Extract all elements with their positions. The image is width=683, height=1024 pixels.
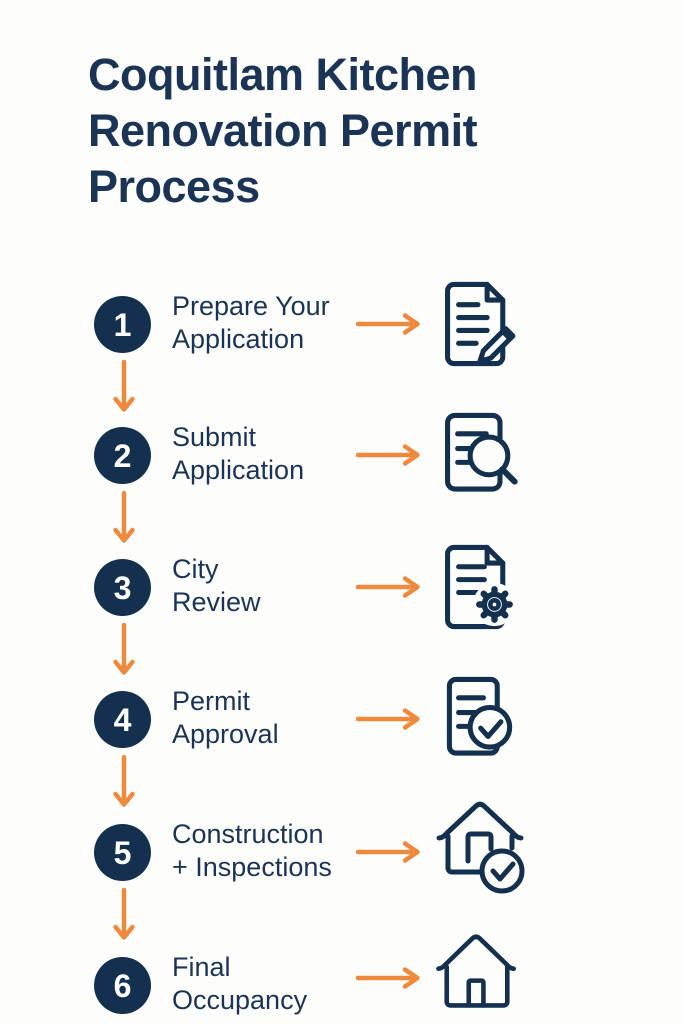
step-5-label: Construction + Inspections [172, 819, 332, 882]
step-2-number-badge [94, 427, 151, 484]
step-4-number-badge [94, 691, 151, 748]
step-5-number-badge [94, 824, 151, 881]
step-row-2 [0, 389, 683, 521]
down-arrow-icon [110, 360, 138, 422]
step-row-4 [0, 653, 683, 785]
house-icon [431, 932, 523, 1010]
down-arrow-icon [110, 491, 138, 553]
step-6-number-badge [94, 957, 151, 1014]
step-3-label: City Review [172, 554, 261, 617]
step-3-number-badge [94, 559, 151, 616]
down-arrow-icon [110, 888, 138, 950]
right-arrow-icon [356, 839, 428, 865]
right-arrow-icon [356, 965, 428, 991]
step-number: 2 [113, 437, 132, 474]
step-1-label: Prepare Your Application [172, 291, 330, 354]
right-arrow-icon [356, 442, 428, 468]
down-arrow-icon [110, 623, 138, 685]
step-row-1 [0, 258, 683, 390]
step-row-5 [0, 786, 683, 918]
document-approved-icon [431, 673, 523, 765]
right-arrow-icon [356, 574, 428, 600]
step-row-6 [0, 919, 683, 1024]
right-arrow-icon [356, 311, 428, 337]
step-number: 4 [113, 701, 132, 738]
step-1-number-badge [94, 296, 151, 353]
step-2-label: Submit Application [172, 422, 305, 485]
house-check-icon [431, 800, 531, 900]
step-row-3 [0, 521, 683, 653]
step-4-label: Permit Approval [172, 686, 279, 749]
step-number: 3 [113, 569, 132, 606]
step-number: 5 [113, 834, 132, 871]
document-gear-icon [431, 541, 523, 633]
step-number: 6 [113, 967, 132, 1004]
page-title: Coquitlam Kitchen Renovation Permit Process [88, 49, 478, 212]
right-arrow-icon [356, 706, 428, 732]
document-search-icon [431, 409, 523, 501]
down-arrow-icon [110, 755, 138, 817]
step-number: 1 [113, 306, 132, 343]
document-pencil-icon [431, 278, 523, 370]
step-6-label: Final Occupancy [172, 952, 308, 1015]
